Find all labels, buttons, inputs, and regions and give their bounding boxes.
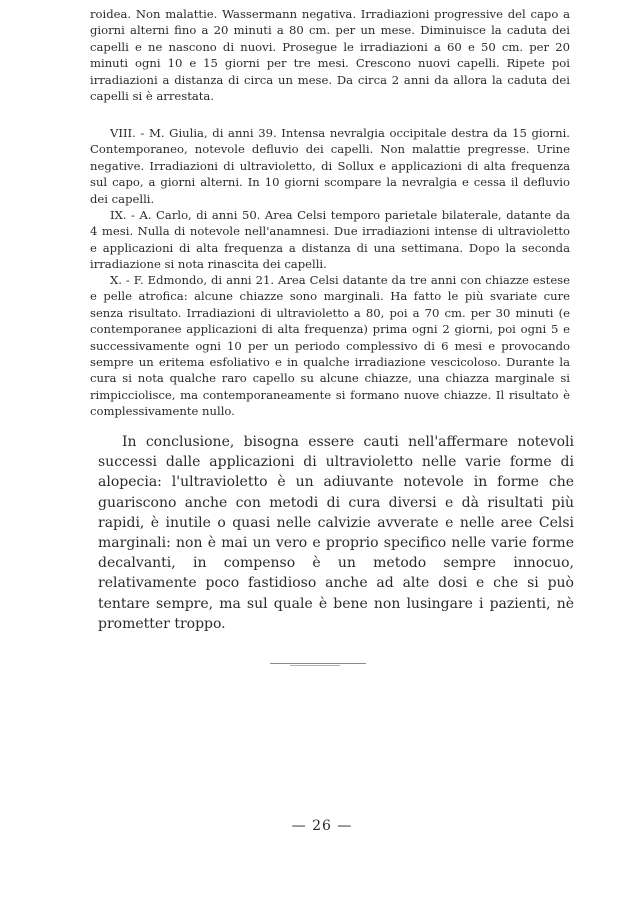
case-ix: [90, 207, 570, 273]
case-x-text: X. - F. Edmondo, di anni 21. Area Celsi datante da tre anni con chiazze estese e pelle atrofica: alcune chiazze sono marginali. Ha fatto le più svariate cure senza risultato. Irradiazioni di ultravioletto a 80, poi a 70 cm. per 30 minuti (e contemporanee applicazioni di alta frequenza) prima ogni 2 giorni, poi ogni 5 e successivamente ogni 10 per un periodo complessivo di 6 mesi e provocando sempre un eritema esfoliativo e in qualche irradiazione vescicoloso. Durante la cura si nota qualche raro capello su alcune chiazze, una chiazza marginale si rimpicciolisce, ma contemporaneamente si formano nuove chiazze. Il risultato è complessivamente nullo.: [90, 273, 570, 419]
case-vii-text: roidea. Non malattie. Wassermann negativa. Irradiazioni progressive del capo a giorni alterni fino a 20 minuti a 80 cm. per un mese. Diminuisce la caduta dei capelli e ne nascono di nuovi. Prosegue le irradiazioni a 60 e 50 cm. per 20 minuti ogni 10 e 15 giorni per tre mesi. Crescono nuovi capelli. Ripete poi irradiazioni a distanza di circa un mese. Da circa 2 anni da allora la caduta dei capelli si è arrestata.: [90, 7, 570, 104]
case-viii: [90, 125, 570, 207]
section-divider: [270, 663, 366, 664]
conclusion: [98, 432, 574, 634]
page-number: — 26 —: [291, 818, 353, 834]
conclusion-text: In conclusione, bisogna essere cauti nell'affermare notevoli successi dalle applicazioni di ultravioletto nelle varie forme di alopecia: l'ultravioletto è un adiuvante notevole in forme che guariscono anche con metodi di cura diversi e dà risultati più rapidi, è inutile o quasi nelle calvizie avverate e nelle aree Celsi marginali: non è mai un vero e proprio specifico nelle varie forme decalvanti, in compenso è un metodo sempre innocuo, relativamente poco fastidioso anche ad alte dosi e che si può tentare sempre, ma sul quale è bene non lusingare i pazienti, nè prometter troppo.: [98, 434, 574, 632]
case-vii-continuation: [90, 6, 570, 104]
case-ix-text: IX. - A. Carlo, di anni 50. Area Celsi temporo parietale bilaterale, datante da 4 mesi. Nulla di notevole nell'anamnesi. Due irradiazioni intense di ultravioletto e applicazioni di alta frequenza a distanza di una settimana. Dopo la seconda irradiazione si nota rinascita dei capelli.: [90, 208, 570, 272]
case-viii-text: VIII. - M. Giulia, di anni 39. Intensa nevralgia occipitale destra da 15 giorni. Contemporaneo, notevole defluvio dei capelli. Non malattie pregresse. Urine negative. Irradiazioni di ultravioletto, di Sollux e applicazioni di alta frequenza sul capo, a giorni alterni. In 10 giorni scompare la nevralgia e cessa il defluvio dei capelli.: [90, 126, 570, 206]
case-x: [90, 272, 570, 420]
